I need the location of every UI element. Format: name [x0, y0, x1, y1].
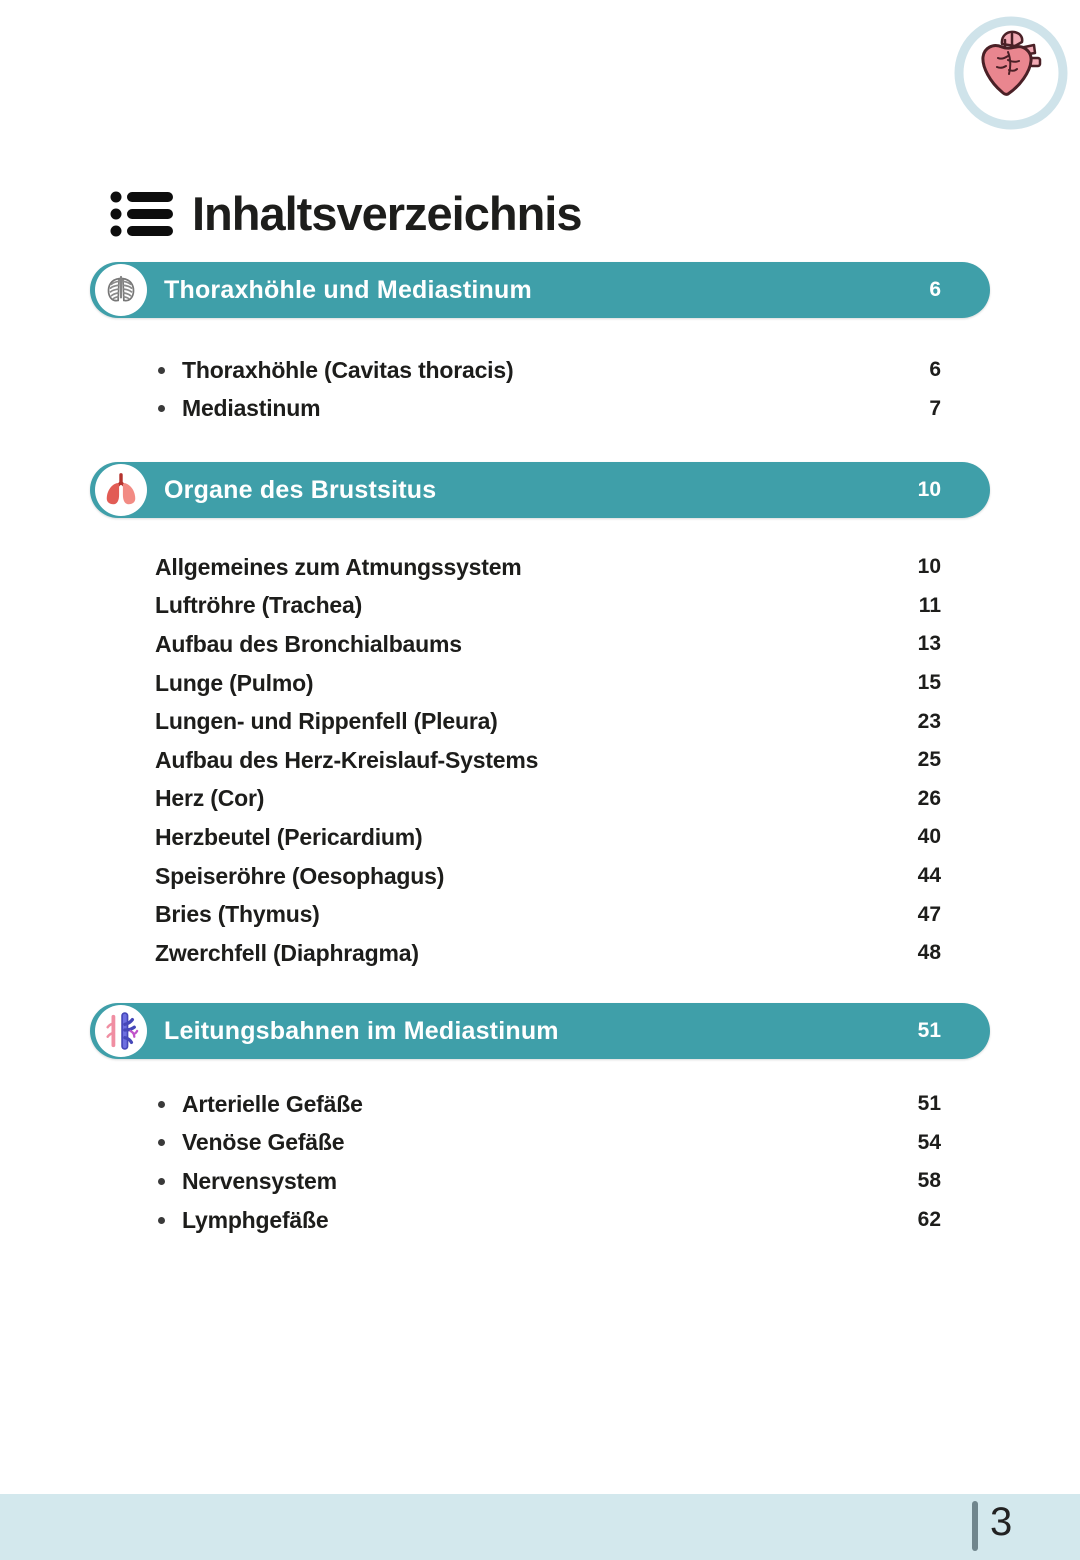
toc-item-page: 58 [917, 1169, 941, 1193]
bullet-dot [158, 1139, 165, 1146]
toc-item-page: 7 [929, 396, 941, 420]
toc-item [90, 1085, 990, 1124]
toc-item-page: 40 [917, 825, 941, 849]
toc-item-label: Zwerchfell (Diaphragma) [155, 939, 419, 966]
footer-page-number: 3 [990, 1500, 1013, 1544]
anatomical-heart-icon [952, 14, 1070, 132]
toc-item-page: 26 [917, 786, 941, 810]
section-title: Thoraxhöhle und Mediastinum [164, 275, 532, 304]
list-icon [110, 188, 174, 240]
toc-item-label: Arterielle Gefäße [182, 1090, 363, 1117]
bullet-dot [158, 1217, 165, 1224]
toc-item [90, 1201, 990, 1240]
toc-item-label: Speiseröhre (Oesophagus) [155, 862, 445, 889]
toc-item-label: Aufbau des Herz-Kreislauf-Systems [155, 746, 539, 773]
toc-item [90, 1124, 990, 1163]
toc-item [90, 934, 990, 973]
vessels-icon [95, 1005, 147, 1057]
toc-item-label: Aufbau des Bronchialbaums [155, 630, 462, 657]
toc-item [90, 895, 990, 934]
toc-item-page: 10 [917, 555, 941, 579]
toc-item [90, 780, 990, 819]
bullet-dot [158, 1101, 165, 1108]
toc-item [90, 664, 990, 703]
toc-item-page: 54 [917, 1130, 941, 1154]
toc-item-label: Mediastinum [182, 395, 321, 422]
toc-item-label: Venöse Gefäße [182, 1129, 345, 1156]
section-title: Organe des Brustsitus [164, 475, 437, 504]
ribcage-icon [95, 264, 147, 316]
toc-item-page: 6 [929, 358, 941, 382]
bullet-dot [158, 1178, 165, 1185]
lungs-icon [95, 464, 147, 516]
bullet-dot [158, 405, 165, 412]
toc-title-row [110, 186, 582, 241]
toc-item [90, 587, 990, 626]
toc-list-2 [90, 548, 990, 973]
toc-item [90, 702, 990, 741]
toc-item-label: Herzbeutel (Pericardium) [155, 823, 423, 850]
toc-item-label: Herz (Cor) [155, 785, 265, 812]
toc-item [90, 548, 990, 587]
footer-band [0, 1494, 1080, 1560]
heart-badge [952, 14, 1070, 132]
toc-item-label: Lymphgefäße [182, 1206, 329, 1233]
toc-item-label: Bries (Thymus) [155, 901, 320, 928]
section-page-number: 51 [917, 1019, 941, 1042]
toc-item-page: 23 [917, 709, 941, 733]
toc-item [90, 741, 990, 780]
bullet-dot [158, 367, 165, 374]
toc-item [90, 857, 990, 896]
toc-item [90, 390, 990, 429]
section-header-leitungsbahnen [90, 1003, 990, 1059]
toc-item-label: Thoraxhöhle (Cavitas thoracis) [182, 356, 514, 383]
toc-item-page: 51 [917, 1092, 941, 1116]
section-header-thoraxhoehle [90, 262, 990, 318]
toc-item-page: 44 [917, 864, 941, 888]
toc-item-page: 62 [917, 1208, 941, 1232]
toc-item [90, 1162, 990, 1201]
toc-item-label: Allgemeines zum Atmungssystem [155, 553, 522, 580]
section-title: Leitungsbahnen im Mediastinum [164, 1016, 559, 1045]
section-page-number: 10 [917, 478, 941, 501]
footer-divider [972, 1501, 978, 1551]
toc-item-label: Luftröhre (Trachea) [155, 592, 363, 619]
toc-item [90, 625, 990, 664]
toc-list-1 [90, 351, 990, 428]
toc-item-page: 25 [917, 748, 941, 772]
toc-item-label: Lunge (Pulmo) [155, 669, 314, 696]
toc-item [90, 818, 990, 857]
toc-item-label: Lungen- und Rippenfell (Pleura) [155, 708, 498, 735]
toc-list-3 [90, 1085, 990, 1239]
toc-item-page: 13 [917, 632, 941, 656]
section-header-brustsitus [90, 462, 990, 518]
page-title: Inhaltsverzeichnis [192, 187, 582, 240]
toc-item-page: 11 [918, 593, 941, 617]
toc-item-page: 47 [917, 902, 941, 926]
toc-item-page: 15 [917, 671, 941, 695]
section-page-number: 6 [929, 278, 941, 301]
toc-item-label: Nervensystem [182, 1167, 337, 1194]
toc-item-page: 48 [917, 941, 941, 965]
toc-item [90, 351, 990, 390]
